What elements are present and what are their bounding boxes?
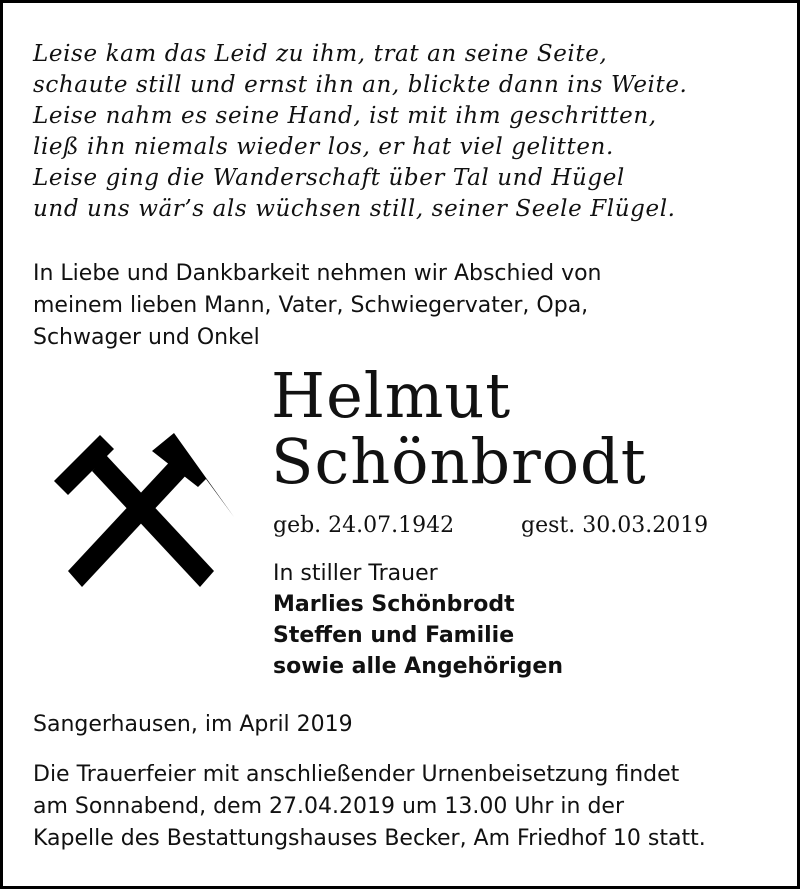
life-dates bbox=[273, 508, 773, 544]
intro-line: Schwager und Onkel bbox=[33, 325, 260, 350]
death-date: gest. 30.03.2019 bbox=[521, 513, 709, 538]
ceremony-info bbox=[33, 759, 778, 855]
mourner-name: Steffen und Familie bbox=[273, 623, 515, 648]
mourners-intro: In stiller Trauer bbox=[273, 561, 438, 586]
poem-line: ließ ihn niemals wieder los, er hat viel gelitten. bbox=[33, 134, 614, 160]
poem-line: Leise nahm es seine Hand, ist mit ihm geschritten, bbox=[33, 103, 657, 129]
place-date: Sangerhausen, im April 2019 bbox=[33, 712, 353, 737]
deceased-first-name: Helmut bbox=[271, 359, 512, 432]
poem bbox=[33, 39, 783, 225]
mourners bbox=[273, 558, 773, 682]
poem-line: und uns wär’s als wüchsen still, seiner Seele Flügel. bbox=[33, 196, 676, 222]
mourner-name: sowie alle Angehörigen bbox=[273, 654, 564, 679]
intro-line: meinem lieben Mann, Vater, Schwiegervater, Opa, bbox=[33, 293, 589, 318]
birth-date: geb. 24.07.1942 bbox=[273, 513, 455, 538]
crossed-hammers-icon bbox=[48, 431, 238, 601]
ceremony-line: am Sonnabend, dem 27.04.2019 um 13.00 Uhr in der bbox=[33, 794, 624, 819]
mourner-name: Marlies Schönbrodt bbox=[273, 592, 515, 617]
farewell-intro bbox=[33, 258, 778, 354]
poem-line: schaute still und ernst ihn an, blickte dann ins Weite. bbox=[33, 72, 688, 98]
ceremony-line: Die Trauerfeier mit anschließender Urnenbeisetzung findet bbox=[33, 762, 680, 787]
ceremony-line: Kapelle des Bestattungshauses Becker, Am Friedhof 10 statt. bbox=[33, 826, 706, 851]
deceased-name bbox=[271, 359, 771, 498]
intro-line: In Liebe und Dankbarkeit nehmen wir Abschied von bbox=[33, 261, 602, 286]
deceased-last-name: Schönbrodt bbox=[271, 425, 647, 498]
poem-line: Leise kam das Leid zu ihm, trat an seine Seite, bbox=[33, 41, 608, 67]
poem-line: Leise ging die Wanderschaft über Tal und Hügel bbox=[33, 165, 625, 191]
